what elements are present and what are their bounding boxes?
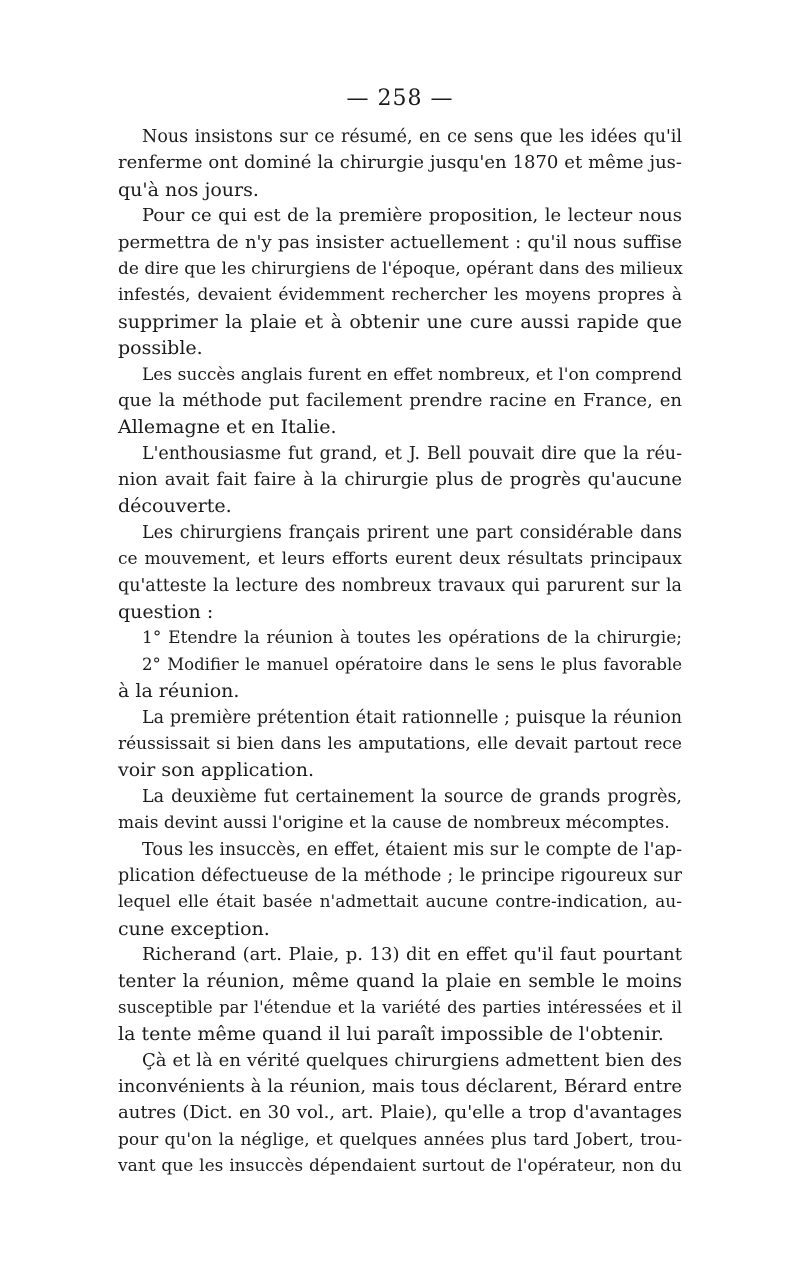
text-line: voir son application.	[118, 759, 315, 782]
text-line: la tente même quand il lui paraît impossible de l'obtenir.	[118, 1023, 664, 1046]
text-line: de dire que les chirurgiens de l'époque, opérant dans des milieux	[118, 258, 683, 279]
text-line: plication défectueuse de la méthode ; le principe rigoureux sur	[118, 865, 682, 886]
text-line: qu'à nos jours.	[118, 178, 259, 201]
text-line: renferme ont dominé la chirurgie jusqu'en 1870 et même jus-	[118, 152, 682, 174]
text-line: Pour ce qui est de la première proposition, le lecteur nous	[142, 205, 682, 227]
text-line: cune exception.	[118, 917, 270, 940]
text-line: Allemagne et en Italie.	[118, 416, 337, 439]
text-line: susceptible par l'étendue et la variété des parties intéressées et il	[118, 997, 682, 1017]
text-line: L'enthousiasme fut grand, et J. Bell pouvait dire que la réu-	[142, 443, 682, 464]
text-line: à la réunion.	[118, 680, 240, 703]
text-line: La première prétention était rationnelle ; puisque la réunion	[142, 707, 682, 728]
text-line: qu'atteste la lecture des nombreux travaux qui parurent sur la	[118, 575, 682, 596]
text-line: 2° Modifier le manuel opératoire dans le sens le plus favorable	[142, 654, 682, 674]
text-line: mais devint aussi l'origine et la cause de nombreux mécomptes.	[118, 813, 670, 834]
page-number: — 258 —	[346, 86, 454, 111]
text-line: Les succès anglais furent en effet nombreux, et l'on comprend	[142, 364, 682, 385]
text-line: possible.	[118, 337, 203, 360]
text-line: ce mouvement, et leurs efforts eurent deux résultats principaux	[118, 549, 682, 570]
text-line: nion avait fait faire à la chirurgie plus de progrès qu'aucune	[118, 469, 682, 491]
text-line: pour qu'on la néglige, et quelques années plus tard Jobert, trou-	[118, 1129, 682, 1150]
text-line: que la méthode put facilement prendre racine en France, en	[118, 389, 682, 411]
text-line: Nous insistons sur ce résumé, en ce sens que les idées qu'il	[142, 127, 682, 147]
text-line: Tous les insuccès, en effet, étaient mis sur le compte de l'ap-	[142, 839, 682, 860]
text-line: Les chirurgiens français prirent une part considérable dans	[142, 522, 682, 543]
text-line: vant que les insuccès dépendaient surtout de l'opérateur, non du	[118, 1156, 682, 1177]
text-line: infestés, devaient évidemment rechercher les moyens propres à	[118, 285, 682, 306]
text-line: Richerand (art. Plaie, p. 13) dit en effet qu'il faut pourtant	[142, 944, 682, 966]
text-line: question :	[118, 601, 214, 624]
text-line: Çà et là en vérité quelques chirurgiens admettent bien des	[142, 1049, 682, 1071]
text-line: La deuxième fut certainement la source de grands progrès,	[142, 786, 682, 807]
text-line: permettra de n'y pas insister actuellement : qu'il nous suffise	[118, 231, 682, 253]
body-text	[118, 124, 682, 1180]
text-line: 1° Etendre la réunion à toutes les opérations de la chirurgie;	[142, 628, 682, 649]
text-line: tenter la réunion, même quand la plaie en semble le moins	[118, 970, 682, 992]
text-line: réussissait si bien dans les amputations, elle devait partout rece	[118, 733, 682, 754]
text-line: découverte.	[118, 495, 232, 518]
text-line: lequel elle était basée n'admettait aucune contre-indication, au-	[118, 892, 682, 913]
text-line: autres (Dict. en 30 vol., art. Plaie), qu'elle a trop d'avantages	[118, 1102, 682, 1124]
text-line: supprimer la plaie et à obtenir une cure aussi rapide que	[118, 310, 682, 333]
text-line: inconvénients à la réunion, mais tous déclarent, Bérard entre	[118, 1076, 682, 1098]
